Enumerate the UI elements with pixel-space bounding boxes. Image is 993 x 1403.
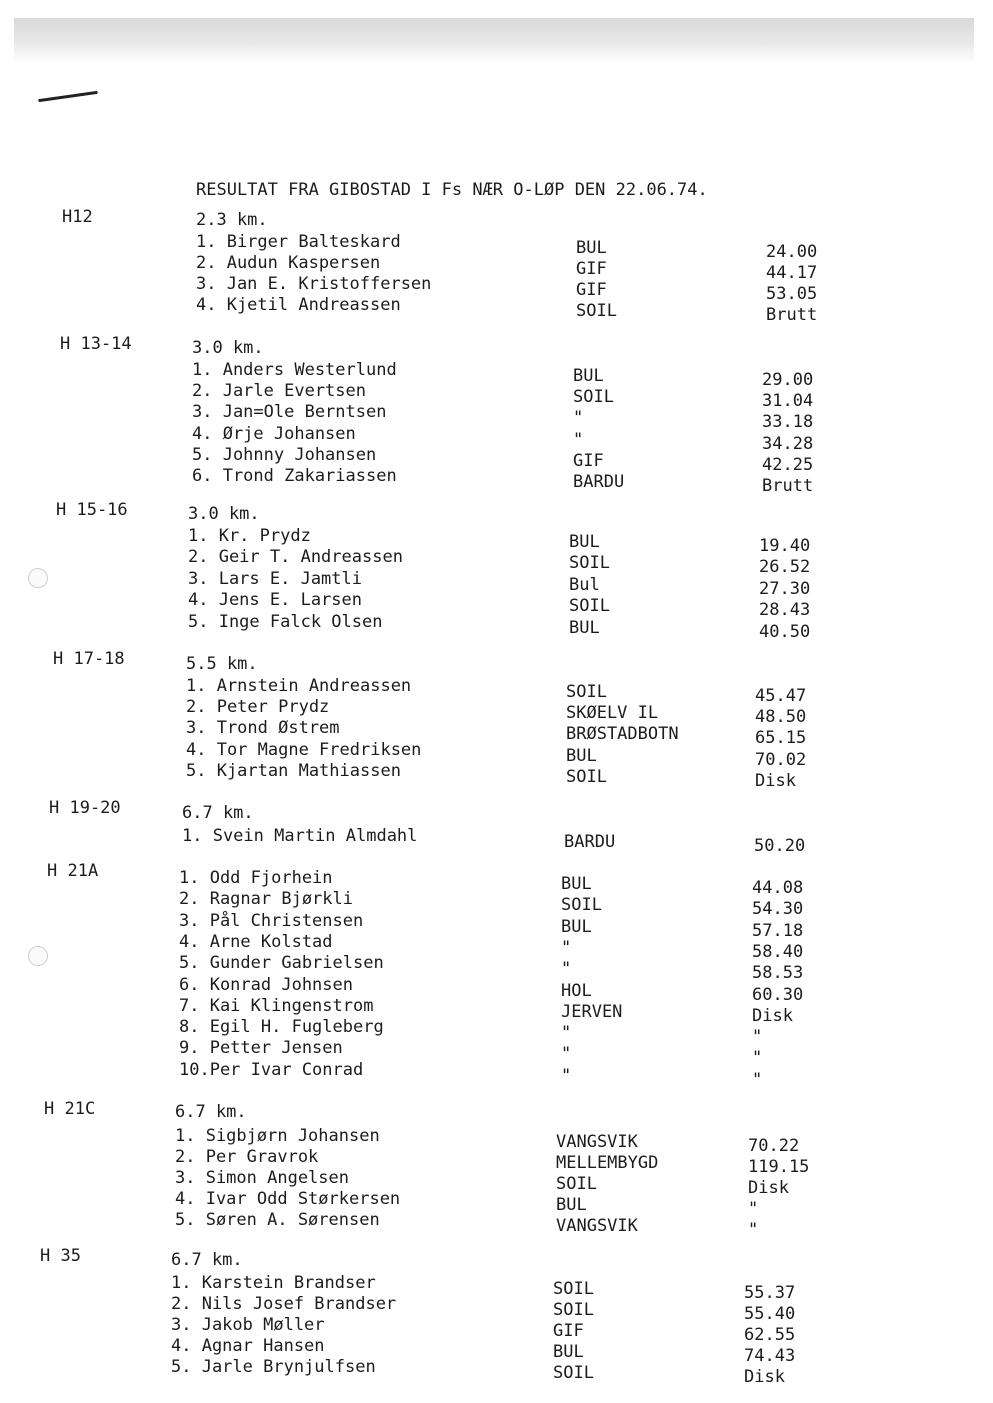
runner-time: 33.18 <box>762 412 814 433</box>
result-row <box>0 718 993 749</box>
runner-club: GIF <box>576 280 607 300</box>
runner-name: 2. Per Gravrok <box>175 1147 319 1167</box>
runner-time: 42.25 <box>762 454 814 475</box>
document-title: RESULTAT FRA GIBOSTAD I Fs NÆR O-LØP DEN 22.06.74. <box>196 180 708 200</box>
runner-time: " <box>748 1220 759 1240</box>
result-row <box>0 1017 993 1048</box>
runner-club: SOIL <box>576 301 617 321</box>
runner-time: 24.00 <box>766 242 818 262</box>
runner-name: 2. Audun Kaspersen <box>196 253 381 273</box>
runner-club: " <box>561 1023 572 1044</box>
runner-name: 3. Pål Christensen <box>179 910 364 931</box>
runner-club: BRØSTADBOTN <box>566 724 679 745</box>
runner-name: 4. Tor Magne Fredriksen <box>186 739 422 760</box>
runner-time: " <box>748 1199 759 1219</box>
runner-name: 3. Jakob Møller <box>171 1315 325 1335</box>
runner-time: 62.55 <box>744 1325 796 1345</box>
runner-club: HOL <box>561 980 592 1001</box>
runner-time: 57.18 <box>752 920 804 941</box>
result-row <box>0 466 993 496</box>
runner-club: GIF <box>553 1321 584 1341</box>
runner-name: 2. Jarle Evertsen <box>192 381 366 402</box>
runner-time: Disk <box>748 1178 789 1198</box>
result-row <box>0 444 993 475</box>
runner-club: BARDU <box>573 472 625 492</box>
runner-time: " <box>752 1069 763 1090</box>
runner-name: 2. Ragnar Bjørkli <box>179 889 353 910</box>
runner-club: SOIL <box>561 895 602 916</box>
runner-time: 40.50 <box>759 621 811 642</box>
result-row <box>0 1126 993 1156</box>
runner-name: 2. Peter Prydz <box>186 697 330 718</box>
runner-club: MELLEMBYGD <box>556 1153 659 1173</box>
class-label: H12 <box>62 207 93 227</box>
runner-time: 55.37 <box>744 1283 796 1303</box>
runner-time: 44.08 <box>752 878 804 898</box>
result-row <box>0 423 993 454</box>
class-label: H 21A <box>47 861 99 881</box>
runner-time: 44.17 <box>766 263 818 283</box>
result-row <box>0 526 993 556</box>
course-distance: 5.5 km. <box>186 654 258 674</box>
runner-club: BUL <box>561 874 592 894</box>
result-row <box>0 590 993 621</box>
runner-club: " <box>573 429 584 450</box>
result-row <box>0 381 993 412</box>
runner-club: SOIL <box>553 1363 594 1383</box>
result-row <box>0 402 993 433</box>
runner-name: 8. Egil H. Fugleberg <box>179 1017 384 1038</box>
runner-time: 54.30 <box>752 899 804 920</box>
runner-name: 1. Kr. Prydz <box>188 526 311 546</box>
result-row <box>0 1294 993 1324</box>
course-distance: 6.7 km. <box>182 803 254 823</box>
class-label: H 15-16 <box>56 500 128 520</box>
result-row <box>0 1210 993 1240</box>
runner-club: BUL <box>569 532 600 552</box>
runner-name: 4. Arne Kolstad <box>179 931 333 952</box>
result-row <box>0 1357 993 1387</box>
runner-name: 3. Trond Østrem <box>186 718 340 739</box>
runner-time: 26.52 <box>759 557 811 578</box>
runner-time: 29.00 <box>762 370 814 390</box>
runner-name: 1. Odd Fjorhein <box>179 868 333 888</box>
runner-club: SOIL <box>566 682 607 702</box>
runner-club: JERVEN <box>561 1001 623 1022</box>
runner-name: 4. Jens E. Larsen <box>188 590 362 611</box>
runner-time: 58.40 <box>752 941 804 962</box>
runner-name: 4. Ivar Odd Størkersen <box>175 1189 401 1209</box>
runner-name: 1. Svein Martin Almdahl <box>182 826 418 846</box>
result-row <box>0 274 993 304</box>
runner-name: 1. Anders Westerlund <box>192 360 397 380</box>
runner-club: " <box>561 937 572 958</box>
runner-name: 5. Søren A. Sørensen <box>175 1210 380 1230</box>
result-row <box>0 253 993 283</box>
result-row <box>0 1038 993 1069</box>
result-row <box>0 1336 993 1366</box>
runner-club: VANGSVIK <box>556 1216 638 1236</box>
runner-time: 53.05 <box>766 284 818 304</box>
class-label: H 21C <box>44 1099 96 1119</box>
runner-club: Bul <box>569 574 600 595</box>
runner-name: 1. Sigbjørn Johansen <box>175 1126 380 1146</box>
runner-club: GIF <box>573 450 604 471</box>
result-row <box>0 974 993 1005</box>
runner-club: BUL <box>573 366 604 386</box>
runner-club: GIF <box>576 259 607 279</box>
class-label: H 35 <box>40 1246 81 1266</box>
course-distance: 6.7 km. <box>175 1102 247 1122</box>
result-row <box>0 1189 993 1219</box>
result-row <box>0 1147 993 1177</box>
runner-club: BUL <box>566 745 597 766</box>
course-distance: 6.7 km. <box>171 1250 243 1270</box>
runner-club: SOIL <box>569 553 610 574</box>
runner-club: SOIL <box>556 1174 597 1194</box>
runner-time: 19.40 <box>759 536 811 556</box>
result-row <box>0 360 993 390</box>
runner-club: SKØELV IL <box>566 703 659 724</box>
result-row <box>0 931 993 962</box>
runner-time: 119.15 <box>748 1157 810 1177</box>
runner-time: 70.02 <box>755 749 807 770</box>
result-row <box>0 1273 993 1303</box>
runner-club: BUL <box>553 1342 584 1362</box>
runner-time: Brutt <box>766 305 818 325</box>
course-distance: 3.0 km. <box>192 338 264 358</box>
runner-club: SOIL <box>569 596 610 617</box>
runner-time: 48.50 <box>755 707 807 728</box>
runner-name: 3. Lars E. Jamtli <box>188 568 362 589</box>
result-row <box>0 760 993 791</box>
runner-name: 4. Kjetil Andreassen <box>196 295 401 315</box>
runner-club: SOIL <box>553 1279 594 1299</box>
runner-club: " <box>561 1065 572 1086</box>
runner-time: 31.04 <box>762 391 814 412</box>
runner-club: SOIL <box>573 387 614 408</box>
runner-club: " <box>561 959 572 980</box>
runner-club: " <box>561 1044 572 1065</box>
result-row <box>0 739 993 770</box>
runner-time: 65.15 <box>755 728 807 749</box>
runner-club: BUL <box>569 617 600 638</box>
result-row <box>0 953 993 984</box>
result-row <box>0 910 993 941</box>
runner-time: " <box>752 1048 763 1069</box>
runner-time: Disk <box>755 770 796 791</box>
result-row <box>0 611 993 642</box>
runner-name: 5. Jarle Brynjulfsen <box>171 1357 376 1377</box>
runner-name: 1. Arnstein Andreassen <box>186 676 412 696</box>
runner-name: 3. Simon Angelsen <box>175 1168 349 1188</box>
result-row <box>0 995 993 1026</box>
runner-name: 5. Gunder Gabrielsen <box>179 953 384 974</box>
runner-time: Brutt <box>762 476 814 496</box>
runner-name: 2. Geir T. Andreassen <box>188 547 403 568</box>
result-row <box>0 676 993 706</box>
scan-edge-shadow <box>14 18 974 64</box>
result-row <box>0 868 993 898</box>
runner-time: 50.20 <box>754 836 806 856</box>
runner-time: Disk <box>752 1005 793 1026</box>
runner-name: 1. Karstein Brandser <box>171 1273 376 1293</box>
result-row <box>0 232 993 262</box>
runner-time: 27.30 <box>759 578 811 599</box>
runner-name: 2. Nils Josef Brandser <box>171 1294 397 1314</box>
runner-club: BUL <box>576 238 607 258</box>
result-row <box>0 697 993 728</box>
result-row <box>0 1168 993 1198</box>
runner-name: 6. Trond Zakariassen <box>192 466 397 486</box>
runner-club: " <box>573 408 584 429</box>
runner-name: 3. Jan=Ole Berntsen <box>192 402 387 423</box>
runner-name: 5. Kjartan Mathiassen <box>186 760 401 781</box>
runner-club: BUL <box>561 916 592 937</box>
runner-time: 34.28 <box>762 433 814 454</box>
runner-name: 4. Agnar Hansen <box>171 1336 325 1356</box>
runner-club: BUL <box>556 1195 587 1215</box>
runner-time: 28.43 <box>759 600 811 621</box>
runner-time: Disk <box>744 1367 785 1387</box>
runner-club: SOIL <box>566 766 607 787</box>
runner-name: 4. Ørje Johansen <box>192 423 356 444</box>
class-label: H 13-14 <box>60 334 132 354</box>
result-row <box>0 295 993 325</box>
runner-time: " <box>752 1027 763 1048</box>
runner-time: 70.22 <box>748 1136 800 1156</box>
result-row <box>0 1059 993 1090</box>
runner-time: 60.30 <box>752 984 804 1005</box>
runner-name: 3. Jan E. Kristoffersen <box>196 274 432 294</box>
course-distance: 2.3 km. <box>196 210 268 230</box>
result-row <box>0 568 993 599</box>
runner-name: 9. Petter Jensen <box>179 1038 343 1059</box>
course-distance: 3.0 km. <box>188 504 260 524</box>
runner-time: 58.53 <box>752 963 804 984</box>
pen-mark <box>38 91 98 102</box>
runner-time: 74.43 <box>744 1346 796 1366</box>
result-row <box>0 547 993 578</box>
class-label: H 17-18 <box>53 649 125 669</box>
runner-name: 1. Birger Balteskard <box>196 232 401 252</box>
result-row <box>0 826 993 856</box>
result-row <box>0 889 993 920</box>
runner-name: 7. Kai Klingenstrom <box>179 995 374 1016</box>
runner-name: 5. Johnny Johansen <box>192 444 377 465</box>
runner-club: SOIL <box>553 1300 594 1320</box>
runner-name: 10.Per Ivar Conrad <box>179 1059 364 1080</box>
runner-name: 6. Konrad Johnsen <box>179 974 353 995</box>
runner-name: 5. Inge Falck Olsen <box>188 611 383 632</box>
runner-club: BARDU <box>564 832 616 852</box>
result-row <box>0 1315 993 1345</box>
runner-time: 55.40 <box>744 1304 796 1324</box>
class-label: H 19-20 <box>49 798 121 818</box>
runner-club: VANGSVIK <box>556 1132 638 1152</box>
runner-time: 45.47 <box>755 686 807 706</box>
